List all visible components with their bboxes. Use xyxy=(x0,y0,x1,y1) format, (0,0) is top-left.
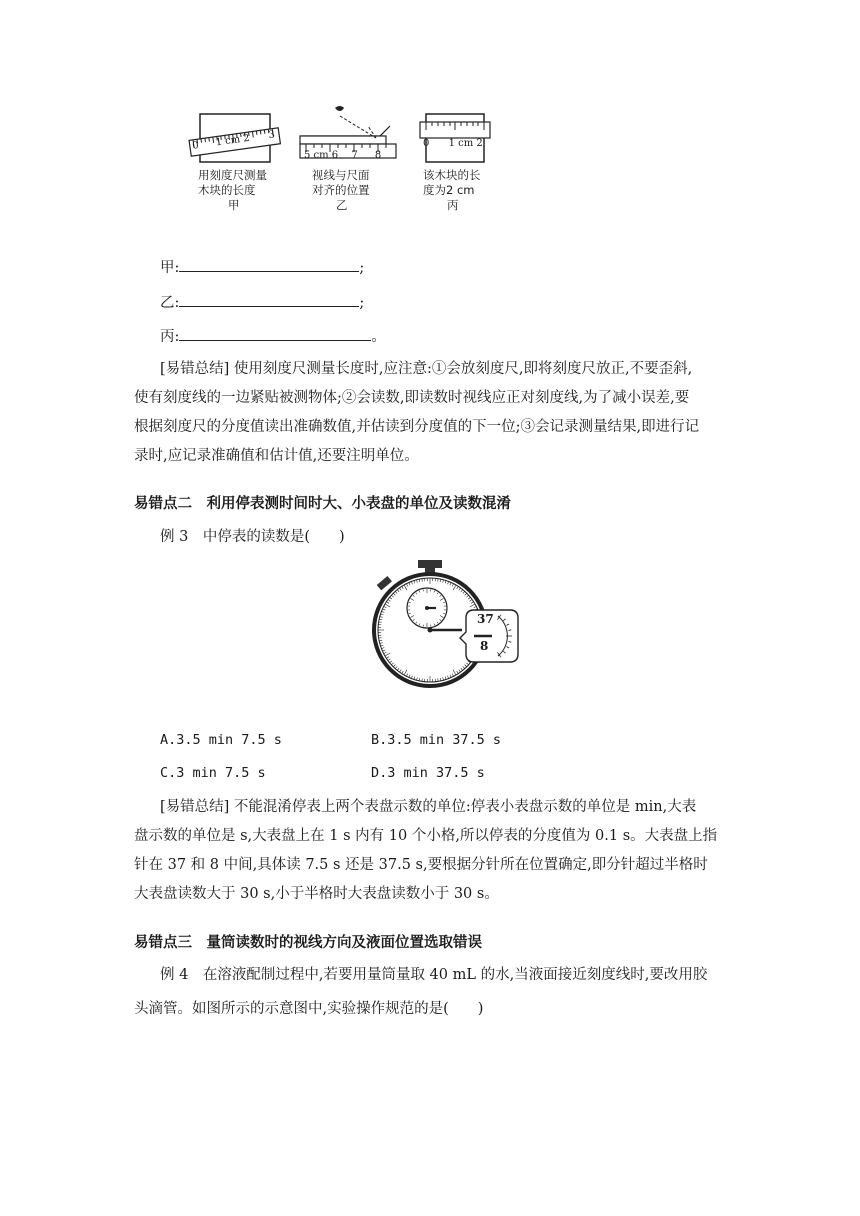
ruler-tick-label: 0 xyxy=(423,138,430,149)
inset-number-bottom: 8 xyxy=(480,639,489,653)
ruler-figure xyxy=(180,104,500,224)
example-3-question: 例 3 中停表的读数是( ) xyxy=(160,529,345,545)
ruler-tick-label: 1 cm 2 xyxy=(448,138,483,149)
caption-yi: 视线与尺面 对齐的位置 乙 xyxy=(312,168,370,212)
answer-blank[interactable] xyxy=(179,257,359,272)
stopwatch-crown xyxy=(418,560,442,568)
answer-line-yi: 乙: ; xyxy=(160,292,364,313)
caption-jia: 用刻度尺测量 木块的长度 甲 xyxy=(198,168,267,212)
option-c[interactable]: C.3 min 7.5 s xyxy=(160,765,266,781)
ruler-tick-label: 8 xyxy=(374,150,382,161)
summary-2-line: 盘示数的单位是 s,大表盘上在 1 s 内有 10 个小格,所以停表的分度值为 0.1 s。大表盘上指 针在 37 和 8 中间,具体读 7.5 s 还是 37.5 s,要根据分针所在位置确定,即分针超过半格时 大表盘读数大于 30 s,小于半格时大表盘读数小于 30 s。 xyxy=(134,828,718,902)
summary-paragraph-2: [易错总结] 不能混淆停表上两个表盘示数的单位:停表小表盘示数的单位是 min,大表 xyxy=(160,799,697,815)
ruler-tick-label: 5 cm 6 xyxy=(304,150,339,161)
ruler-tick-label: 3 xyxy=(267,129,276,142)
stopwatch-figure xyxy=(366,560,526,690)
inset-number-top: 37 xyxy=(477,612,494,626)
option-d[interactable]: D.3 min 37.5 s xyxy=(371,765,485,781)
ruler-tick-label: 1 cm 2 xyxy=(214,132,251,149)
ruler-tick-label: 0 xyxy=(191,139,200,152)
summary-1-line: 使有刻度线的一边紧贴被测物体;②会读数,即读数时视线应正对刻度线,为了减小误差,要 根据刻度尺的分度值读出准确数值,并估读到分度值的下一位;③会记录测量结果,即进行记 录时,应记录准确值和估计值,还要注明单位。 xyxy=(134,390,700,464)
answer-line-bing: 丙: 。 xyxy=(160,326,386,347)
option-a[interactable]: A.3.5 min 7.5 s xyxy=(160,732,282,748)
answer-blank[interactable] xyxy=(179,326,371,341)
section-heading-3: 易错点三 量筒读数时的视线方向及液面位置选取错误 xyxy=(134,935,482,951)
answer-blank[interactable] xyxy=(179,292,359,307)
caption-bing: 该木块的长 度为2 cm 丙 xyxy=(423,168,481,212)
example-4-line-1: 例 4 在溶液配制过程中,若要用量筒量取 40 mL 的水,当液面接近刻度线时,要改用胶 xyxy=(160,967,708,983)
ruler-tick-label: 7 xyxy=(351,150,358,161)
option-b[interactable]: B.3.5 min 37.5 s xyxy=(371,732,502,748)
answer-line-jia: 甲: ; xyxy=(160,257,364,278)
example-4-line-2: 头滴管。如图所示的示意图中,实验操作规范的是( ) xyxy=(134,1001,484,1017)
summary-paragraph-1: [易错总结] 使用刻度尺测量长度时,应注意:①会放刻度尺,即将刻度尺放正,不要歪斜, xyxy=(160,361,693,377)
section-heading-2: 易错点二 利用停表测时间时大、小表盘的单位及读数混淆 xyxy=(134,496,511,512)
